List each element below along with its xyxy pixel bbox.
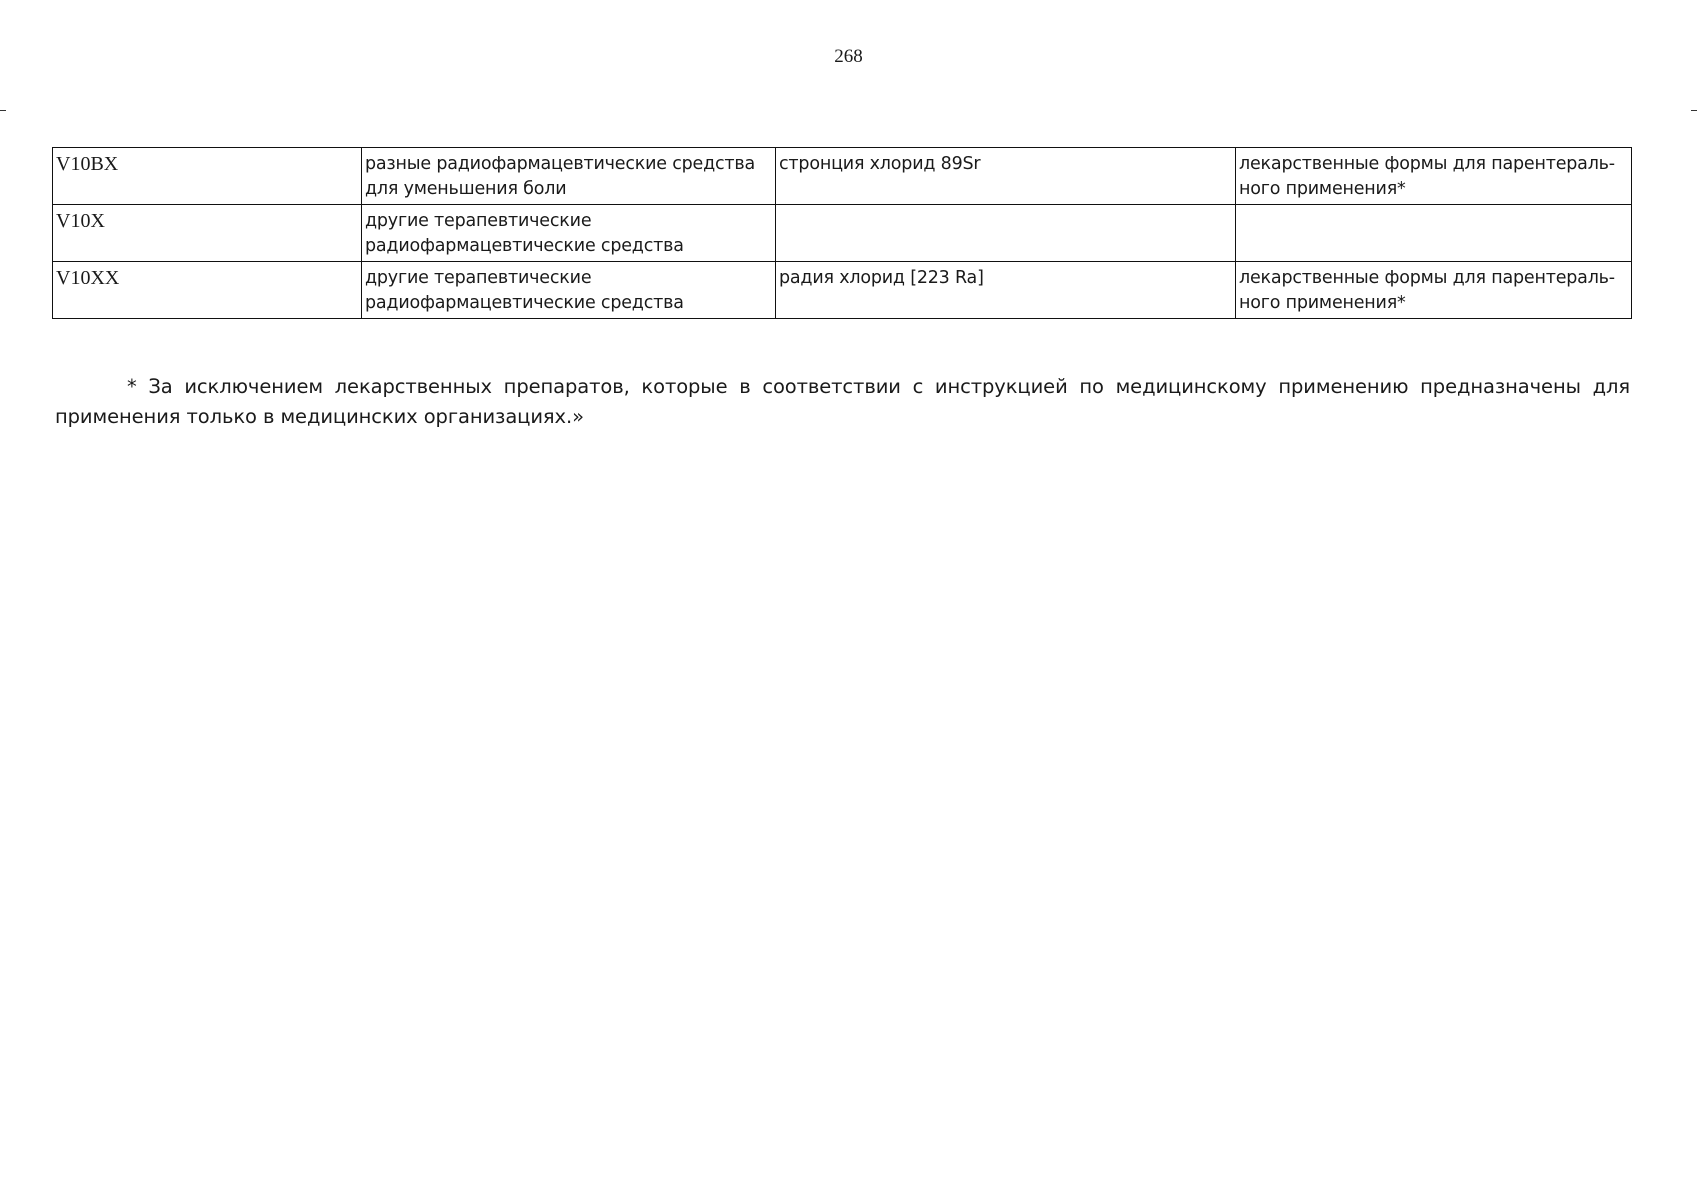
drug-classification-table	[52, 147, 1632, 319]
table-row	[53, 148, 1632, 205]
substance-cell: радия хлорид [223 Ra]	[776, 262, 1236, 319]
atc-code-cell: V10X	[53, 205, 362, 262]
dosage-form-cell: лекарственные формы для парентераль-ного применения*	[1236, 148, 1632, 205]
substance-cell: стронция хлорид 89Sr	[776, 148, 1236, 205]
page-number: 268	[834, 46, 863, 67]
group-name-cell: другие терапевтические радиофармацевтические средства	[362, 205, 776, 262]
group-name-cell: другие терапевтические радиофармацевтические средства	[362, 262, 776, 319]
atc-code-cell: V10BX	[53, 148, 362, 205]
dosage-form-cell	[1236, 205, 1632, 262]
substance-cell	[776, 205, 1236, 262]
right-margin-mark	[1691, 110, 1697, 111]
left-margin-mark	[0, 110, 6, 111]
footnote: * За исключением лекарственных препаратов, которые в соответствии с инструкцией по медицинскому применению предназначены для применения только в медицинских организациях.»	[55, 374, 1630, 428]
table-row	[53, 262, 1632, 319]
dosage-form-cell: лекарственные формы для парентераль-ного применения*	[1236, 262, 1632, 319]
atc-code-cell: V10XX	[53, 262, 362, 319]
table-row	[53, 205, 1632, 262]
group-name-cell: разные радиофармацевтические средства для уменьшения боли	[362, 148, 776, 205]
